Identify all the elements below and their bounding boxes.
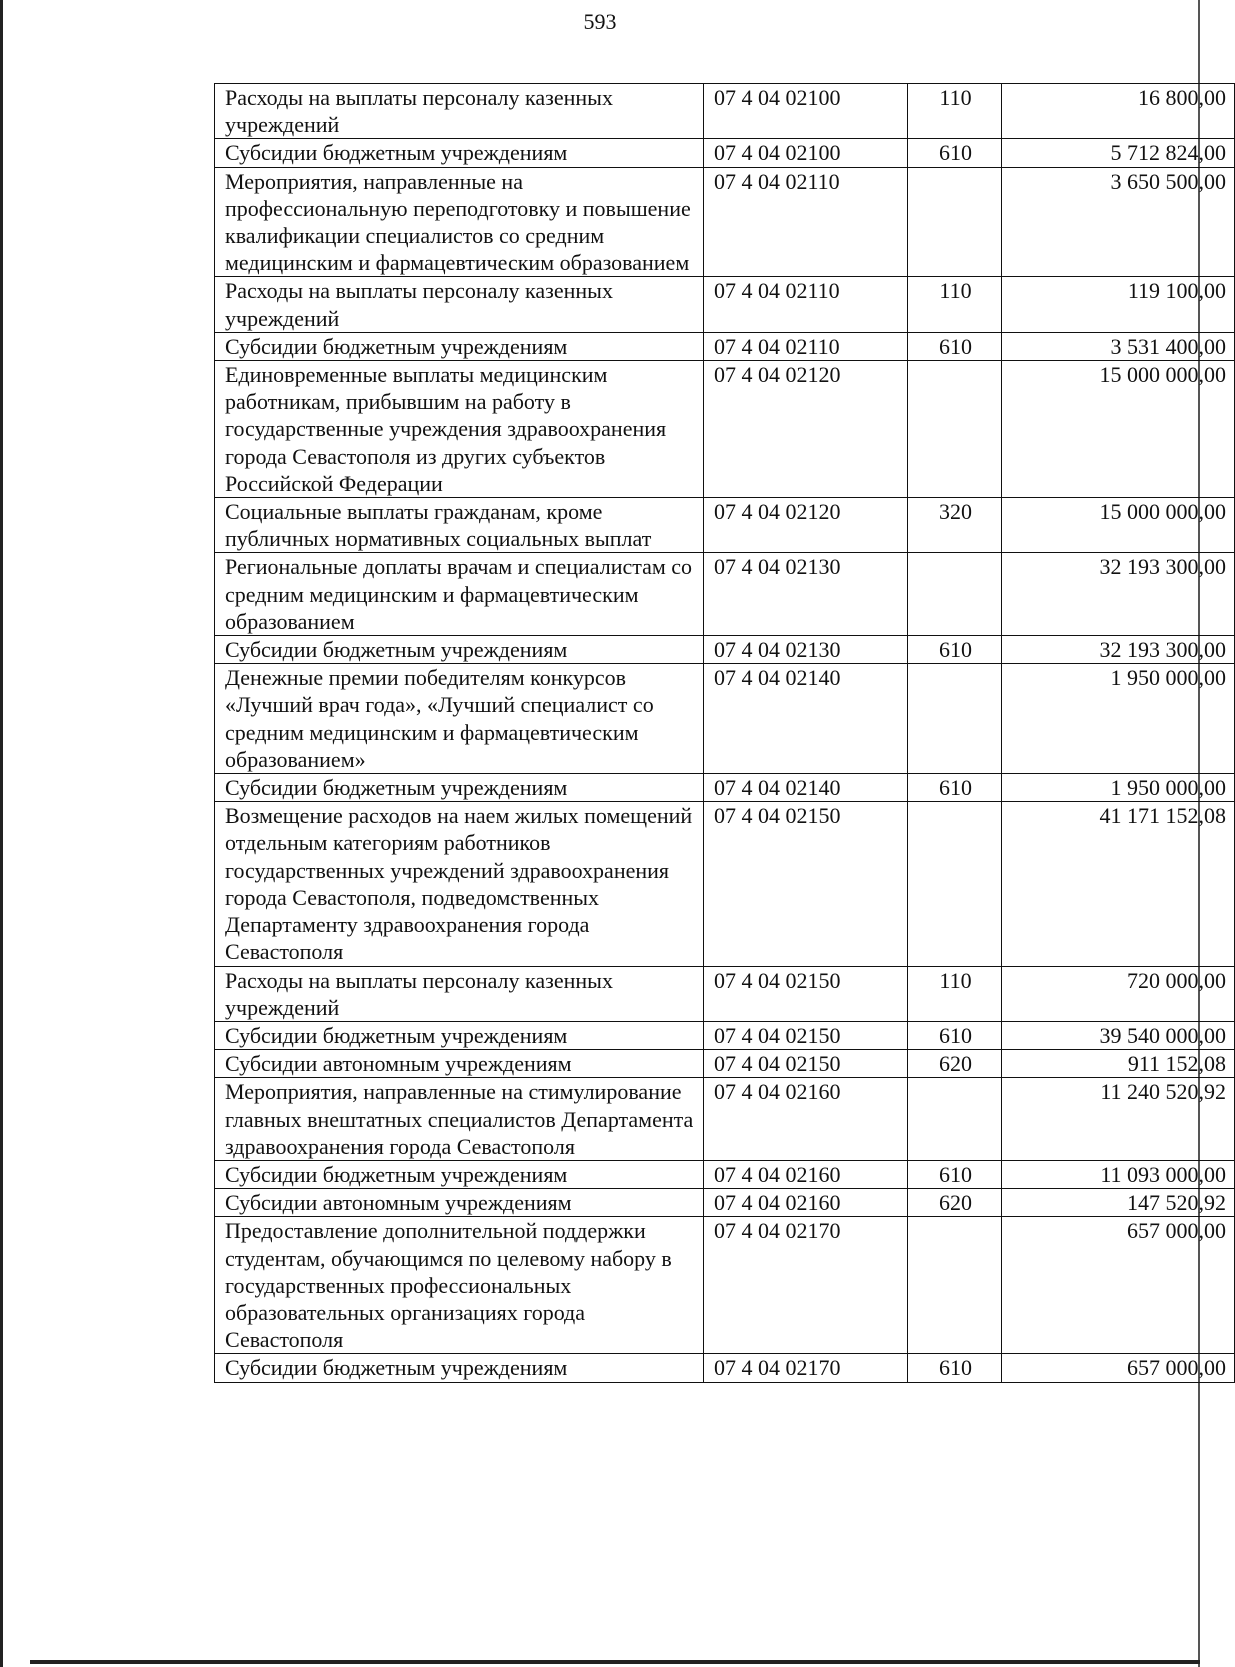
amount-cell: 5 712 824,00 — [1002, 139, 1235, 167]
expense-name-cell: Денежные премии победителям конкурсов «Лучший врач года», «Лучший специалист со средним медицинским и фармацевтическим образованием» — [215, 664, 704, 774]
expense-name-cell: Субсидии бюджетным учреждениям — [215, 332, 704, 360]
expense-name-cell: Возмещение расходов на наем жилых помещений отдельным категориям работников государственных учреждений здравоохранения города Севастополя, подведомственных Департаменту здравоохранения города Севастополя — [215, 802, 704, 966]
amount-cell: 657 000,00 — [1002, 1354, 1235, 1382]
expense-name-cell: Субсидии автономным учреждениям — [215, 1050, 704, 1078]
expense-name-cell: Единовременные выплаты медицинским работникам, прибывшим на работу в государственные учреждения здравоохранения города Севастополя из других субъектов Российской Федерации — [215, 361, 704, 498]
expense-name-cell: Субсидии автономным учреждениям — [215, 1189, 704, 1217]
expense-type-cell — [908, 664, 1002, 774]
target-code-cell: 07 4 04 02170 — [704, 1217, 908, 1354]
expense-type-cell: 610 — [908, 636, 1002, 664]
amount-cell: 3 531 400,00 — [1002, 332, 1235, 360]
table-row — [215, 1217, 1235, 1354]
table-row — [215, 167, 1235, 277]
amount-cell: 11 240 520,92 — [1002, 1078, 1235, 1161]
amount-cell: 657 000,00 — [1002, 1217, 1235, 1354]
amount-cell: 32 193 300,00 — [1002, 636, 1235, 664]
table-row — [215, 636, 1235, 664]
table-row — [215, 84, 1235, 139]
amount-cell: 1 950 000,00 — [1002, 774, 1235, 802]
amount-cell: 16 800,00 — [1002, 84, 1235, 139]
table-row — [215, 1078, 1235, 1161]
expense-name-cell: Субсидии бюджетным учреждениям — [215, 774, 704, 802]
amount-cell: 15 000 000,00 — [1002, 361, 1235, 498]
expense-name-cell: Расходы на выплаты персоналу казенных учреждений — [215, 966, 704, 1021]
expense-type-cell: 610 — [908, 1160, 1002, 1188]
budget-table — [214, 83, 1235, 1383]
target-code-cell: 07 4 04 02140 — [704, 774, 908, 802]
amount-cell: 720 000,00 — [1002, 966, 1235, 1021]
target-code-cell: 07 4 04 02140 — [704, 664, 908, 774]
expense-type-cell — [908, 1078, 1002, 1161]
expense-name-cell: Мероприятия, направленные на профессиональную переподготовку и повышение квалификации специалистов со средним медицинским и фармацевтическим образованием — [215, 167, 704, 277]
expense-type-cell: 610 — [908, 332, 1002, 360]
expense-type-cell: 610 — [908, 1021, 1002, 1049]
amount-cell: 911 152,08 — [1002, 1050, 1235, 1078]
expense-type-cell — [908, 553, 1002, 636]
table-row — [215, 774, 1235, 802]
amount-cell: 147 520,92 — [1002, 1189, 1235, 1217]
page-number: 593 — [583, 9, 617, 34]
table-row — [215, 332, 1235, 360]
target-code-cell: 07 4 04 02100 — [704, 84, 908, 139]
expense-name-cell: Мероприятия, направленные на стимулирование главных внештатных специалистов Департамента здравоохранения города Севастополя — [215, 1078, 704, 1161]
expense-name-cell: Субсидии бюджетным учреждениям — [215, 1354, 704, 1382]
expense-name-cell: Субсидии бюджетным учреждениям — [215, 139, 704, 167]
target-code-cell: 07 4 04 02150 — [704, 966, 908, 1021]
target-code-cell: 07 4 04 02120 — [704, 498, 908, 553]
amount-cell: 1 950 000,00 — [1002, 664, 1235, 774]
amount-cell: 39 540 000,00 — [1002, 1021, 1235, 1049]
table-row — [215, 1021, 1235, 1049]
table-row — [215, 1160, 1235, 1188]
target-code-cell: 07 4 04 02110 — [704, 167, 908, 277]
expense-type-cell — [908, 361, 1002, 498]
expense-name-cell: Расходы на выплаты персоналу казенных учреждений — [215, 277, 704, 332]
target-code-cell: 07 4 04 02150 — [704, 1021, 908, 1049]
expense-type-cell: 620 — [908, 1189, 1002, 1217]
expense-type-cell: 610 — [908, 139, 1002, 167]
expense-type-cell: 620 — [908, 1050, 1002, 1078]
target-code-cell: 07 4 04 02130 — [704, 553, 908, 636]
table-row — [215, 498, 1235, 553]
amount-cell: 3 650 500,00 — [1002, 167, 1235, 277]
target-code-cell: 07 4 04 02130 — [704, 636, 908, 664]
target-code-cell: 07 4 04 02120 — [704, 361, 908, 498]
target-code-cell: 07 4 04 02110 — [704, 277, 908, 332]
expense-type-cell: 110 — [908, 84, 1002, 139]
amount-cell: 119 100,00 — [1002, 277, 1235, 332]
expense-type-cell: 610 — [908, 1354, 1002, 1382]
table-row — [215, 966, 1235, 1021]
expense-type-cell — [908, 1217, 1002, 1354]
table-row — [215, 361, 1235, 498]
expense-type-cell: 110 — [908, 966, 1002, 1021]
amount-cell: 15 000 000,00 — [1002, 498, 1235, 553]
expense-type-cell — [908, 802, 1002, 966]
table-row — [215, 139, 1235, 167]
target-code-cell: 07 4 04 02150 — [704, 802, 908, 966]
target-code-cell: 07 4 04 02100 — [704, 139, 908, 167]
expense-name-cell: Субсидии бюджетным учреждениям — [215, 636, 704, 664]
target-code-cell: 07 4 04 02110 — [704, 332, 908, 360]
amount-cell: 32 193 300,00 — [1002, 553, 1235, 636]
bottom-rule — [30, 1660, 1200, 1664]
amount-cell: 41 171 152,08 — [1002, 802, 1235, 966]
table-row — [215, 1189, 1235, 1217]
expense-name-cell: Региональные доплаты врачам и специалистам со средним медицинским и фармацевтическим образованием — [215, 553, 704, 636]
amount-cell: 11 093 000,00 — [1002, 1160, 1235, 1188]
expense-name-cell: Субсидии бюджетным учреждениям — [215, 1160, 704, 1188]
expense-name-cell: Расходы на выплаты персоналу казенных учреждений — [215, 84, 704, 139]
expense-type-cell — [908, 167, 1002, 277]
table-row — [215, 553, 1235, 636]
table-row — [215, 277, 1235, 332]
budget-table-body — [215, 84, 1235, 1383]
target-code-cell: 07 4 04 02160 — [704, 1189, 908, 1217]
expense-type-cell: 610 — [908, 774, 1002, 802]
target-code-cell: 07 4 04 02150 — [704, 1050, 908, 1078]
target-code-cell: 07 4 04 02160 — [704, 1160, 908, 1188]
expense-name-cell: Предоставление дополнительной поддержки студентам, обучающимся по целевому набору в государственных профессиональных образовательных организациях города Севастополя — [215, 1217, 704, 1354]
target-code-cell: 07 4 04 02160 — [704, 1078, 908, 1161]
table-row — [215, 1354, 1235, 1382]
expense-name-cell: Субсидии бюджетным учреждениям — [215, 1021, 704, 1049]
target-code-cell: 07 4 04 02170 — [704, 1354, 908, 1382]
page-left-edge — [0, 0, 3, 1667]
expense-type-cell: 110 — [908, 277, 1002, 332]
table-row — [215, 664, 1235, 774]
expense-name-cell: Социальные выплаты гражданам, кроме публичных нормативных социальных выплат — [215, 498, 704, 553]
expense-type-cell: 320 — [908, 498, 1002, 553]
table-row — [215, 802, 1235, 966]
table-row — [215, 1050, 1235, 1078]
